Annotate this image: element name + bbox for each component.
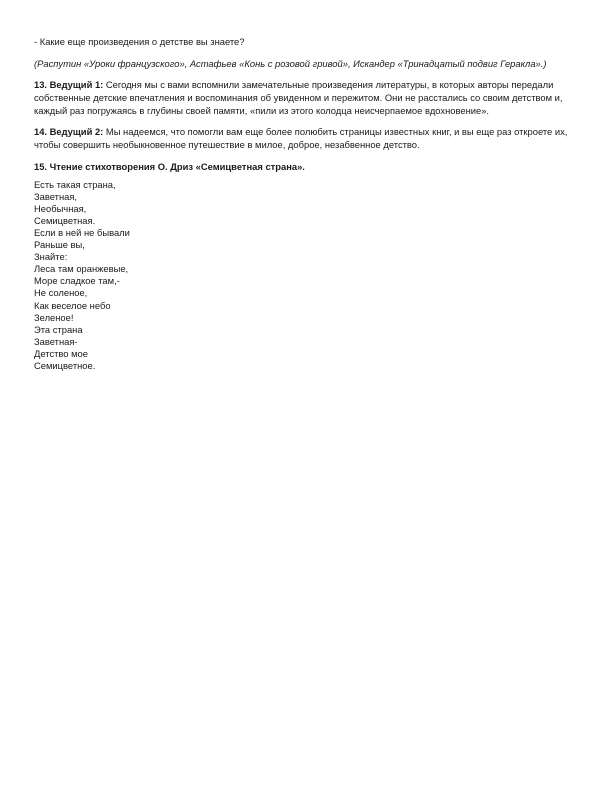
poem-line: Если в ней не бывали	[34, 226, 130, 238]
section-15-heading: 15. Чтение стихотворения О. Дриз «Семицветная страна».	[34, 160, 305, 172]
poem-line: Есть такая страна,	[34, 178, 116, 190]
section-14-text: Мы надеемся, что помогли вам еще более полюбить страницы известных книг, и вы еще раз откроете их, чтобы совершить необыкновенное путешествие в милое, доброе, незабвенное детство.	[34, 126, 568, 151]
question-line: - Какие еще произведения о детстве вы знаете?	[34, 36, 245, 47]
section-13-heading: 13. Ведущий 1:	[34, 79, 104, 91]
poem-line: Заветная,	[34, 190, 78, 202]
section-13-paragraph	[34, 79, 579, 117]
section-14-heading: 14. Ведущий 2:	[34, 126, 104, 138]
poem-line: Не соленое,	[34, 287, 88, 299]
poem-line: Семицветное.	[34, 359, 96, 371]
poem-line: Зеленое!	[34, 311, 74, 323]
poem-line: Знайте:	[34, 251, 68, 263]
section-13-text: Сегодня мы с вами вспомнили замечательные произведения литературы, в которых авторы передали собственные детские впечатления и воспоминания об увиденном и пережитом. Они не расстались со своим детством и, каждый раз погружаясь в глубины своей памяти, «пили из этого колодца неисчерпаемое вдохновение».	[34, 79, 563, 116]
poem-line: Заветная-	[34, 335, 78, 347]
poem-line: Эта страна	[34, 323, 83, 335]
poem-line: Раньше вы,	[34, 239, 85, 251]
document-page	[34, 36, 579, 372]
poem-line: Леса там оранжевые,	[34, 263, 129, 275]
poem-line: Море сладкое там,-	[34, 275, 120, 287]
poem-line: Необычная,	[34, 202, 87, 214]
poem-line: Как веселое небо	[34, 299, 111, 311]
poem-line: Семицветная.	[34, 214, 96, 226]
poem-line: Детство мое	[34, 347, 88, 359]
answer-paragraph: (Распутин «Уроки французского», Астафьев «Конь с розовой гривой», Искандер «Тринадцатый подвиг Геракла».)	[34, 57, 547, 69]
section-14-paragraph	[34, 126, 579, 152]
poem	[34, 179, 579, 373]
